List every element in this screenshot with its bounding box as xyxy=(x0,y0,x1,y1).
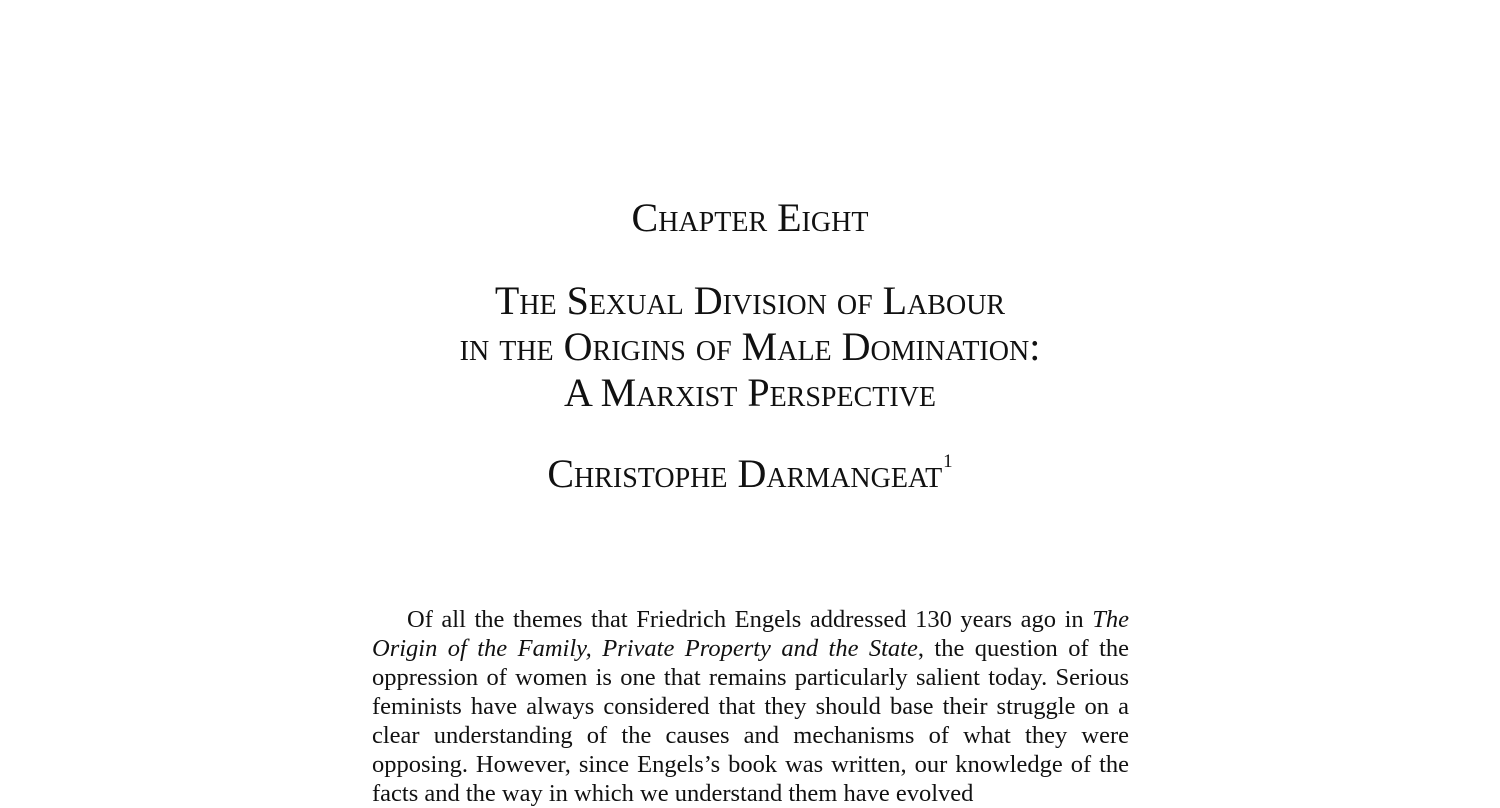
book-title-italic: The Origin of the Family, Private Property and the State xyxy=(372,606,1129,662)
footnote-marker[interactable]: 1 xyxy=(943,451,953,472)
paragraph-text-rest: , the question of the oppression of women is one that remains particularly salient today. Serious feminists have always considered that they should base their struggle on a clear understanding of the causes and mechanisms of what they were opposing. However, since Engels’s book was written, our knowledge of the facts and the way in which we understand them have evolved xyxy=(372,635,1129,807)
body-paragraph xyxy=(372,605,1129,808)
chapter-title-line: The Sexual Division of Labour xyxy=(494,278,1006,323)
chapter-title-line: in the Origins of Male Domination: xyxy=(459,324,1041,369)
chapter-title-line: A Marxist Perspective xyxy=(563,370,937,415)
author-name: Christophe Darmangeat xyxy=(547,451,943,496)
chapter-label: Chapter Eight xyxy=(631,195,869,240)
paragraph-text-start: Of all the themes that Friedrich Engels addressed 130 years ago in xyxy=(407,606,1093,633)
author-name-line xyxy=(0,452,1500,496)
chapter-title xyxy=(0,278,1500,416)
